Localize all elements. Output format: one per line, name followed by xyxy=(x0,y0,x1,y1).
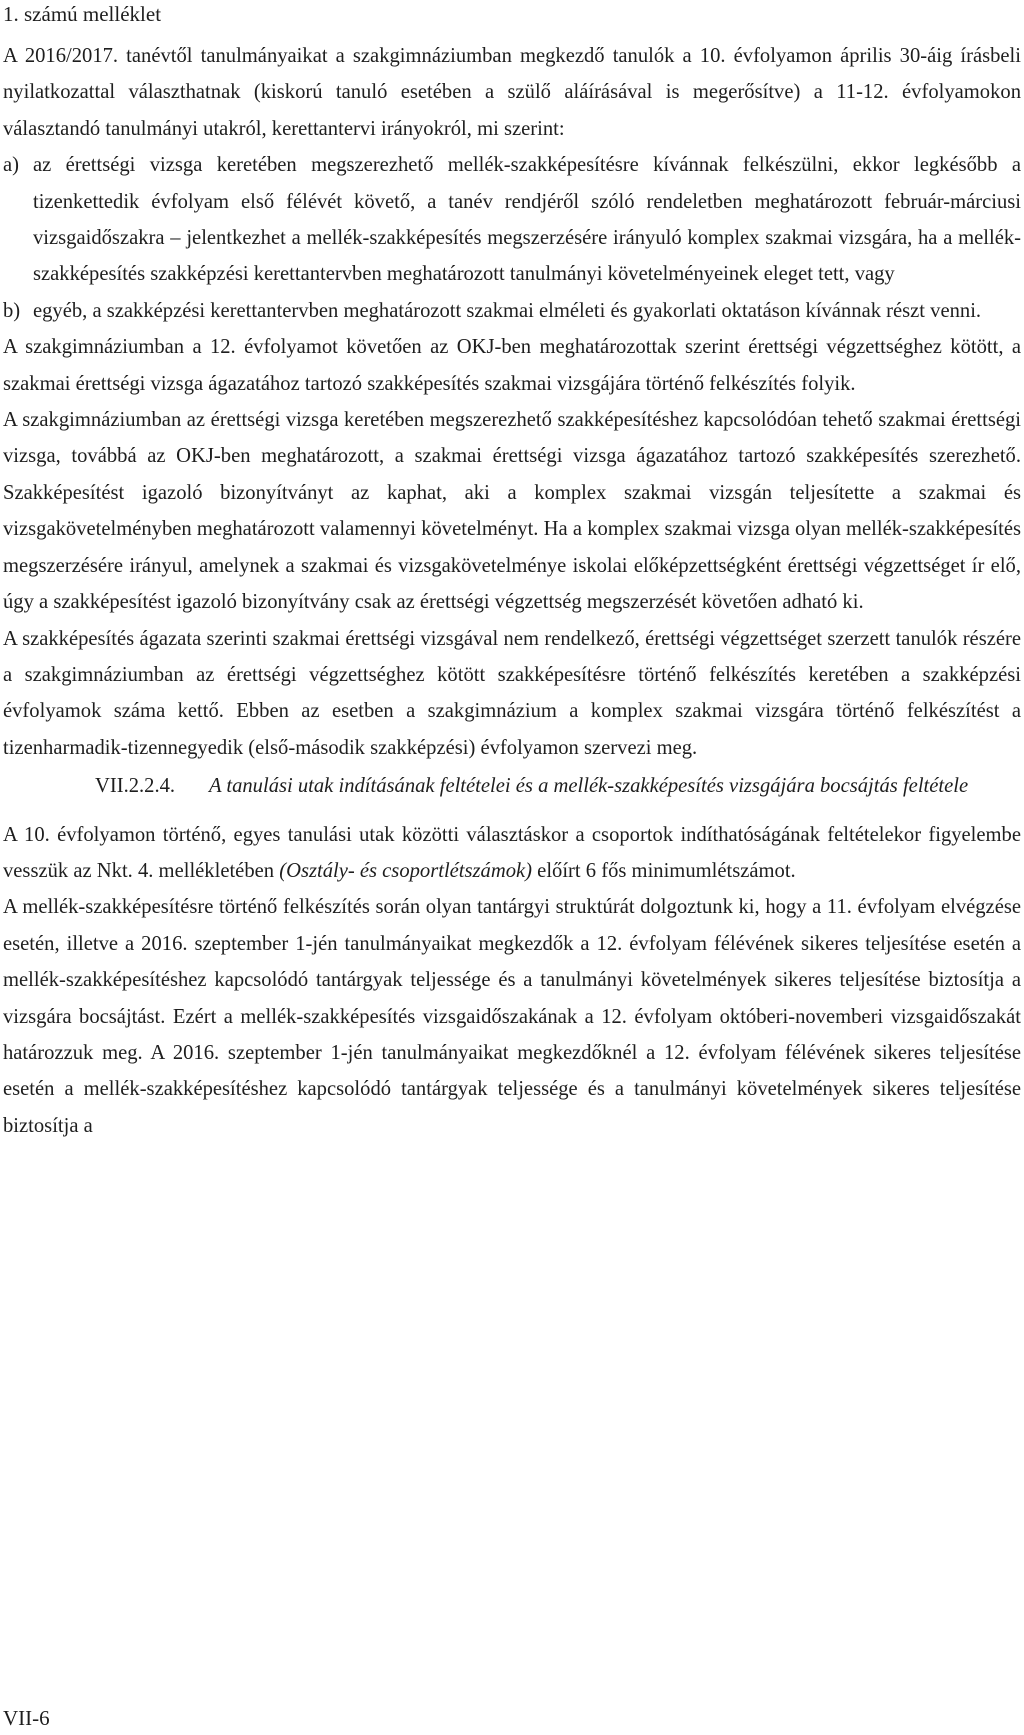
list-item-b xyxy=(3,293,1021,329)
paragraph-exam-admission: A mellék-szakképesítésre történő felkészítés során olyan tantárgyi struktúrát dolgoztunk ki, hogy a 11. évfolyam elvégzése esetén, illetve a 2016. szeptember 1-jén tanulmányaikat megkezdők a 12. évfolyam félévének sikeres teljesítése esetén a mellék-szakképesítéshez kapcsolódó tantárgyak teljessége és a tanulmányi követelmények sikeres teljesítése biztosítja a vizsgára bocsájtást. Ezért a mellék-szakképesítés vizsgaidőszakának a 12. évfolyam októberi-novemberi vizsgaidőszakát határozzuk meg. A 2016. szeptember 1-jén tanulmányaikat megkezdőknél a 12. évfolyam félévének sikeres teljesítése esetén a mellék-szakképesítéshez kapcsolódó tantárgyak teljessége és a tanulmányi követelmények sikeres teljesítése biztosítja a xyxy=(3,896,1021,1137)
paragraph-qualification: A szakgimnáziumban az érettségi vizsga keretében megszerezhető szakképesítéshez kapcsolódóan tehető szakmai érettségi vizsga, továbbá az OKJ-ben meghatározott, a szakmai érettségi vizsga ágazatához tartozó szakképesítés szerezhető. Szakképesítést igazoló bizonyítványt az kaphat, aki a komplex szakmai vizsgán teljesítette a szakmai és vizsgakövetelményben meghatározott valamennyi követelményt. Ha a komplex szakmai vizsga olyan mellék-szakképesítés megszerzésére irányul, amelynek a szakmai és vizsgakövetelménye iskolai előképzettségként érettségi végzettséget ír elő, úgy a szakképesítést igazoló bizonyítvány csak az érettségi végzettség megszerzését követően adható ki. xyxy=(3,409,1021,614)
intro-paragraph: A 2016/2017. tanévtől tanulmányaikat a szakgimnáziumban megkezdő tanulók a 10. évfolyamon április 30-áig írásbeli nyilatkozattal választhatnak (kiskorú tanuló esetében a szülő aláírásával is megerősítve) a 11-12. évfolyamokon választandó tanulmányi utakról, kerettantervi irányokról, mi szerint: xyxy=(3,45,1021,140)
section-number: VII.2.2.4. xyxy=(95,775,176,798)
annex-label: 1. számú melléklet xyxy=(3,2,162,26)
list-text-b: egyéb, a szakképzési kerettantervben meghatározott szakmai elméleti és gyakorlati oktatáson kívánnak részt venni. xyxy=(33,299,982,322)
list-marker-a: a) xyxy=(3,154,19,177)
list-item-a xyxy=(3,147,1021,293)
document-body xyxy=(3,38,1021,1144)
paragraph-12th-grade: A szakgimnáziumban a 12. évfolyamot követően az OKJ-ben meghatározottak szerint érettségi végzettséghez kötött, a szakmai érettségi vizsga ágazatához tartozó szakképesítés szakmai vizsgájára történő felkészítés folyik. xyxy=(3,336,1021,395)
section-title: A tanulási utak indításának feltételei és a mellék-szakképesítés vizsgájára bocsájtás feltétele xyxy=(209,775,969,798)
list-marker-b: b) xyxy=(3,299,21,322)
paragraph-training-years: A szakképesítés ágazata szerinti szakmai érettségi vizsgával nem rendelkező, érettségi végzettséget szerzett tanulók részére a szakgimnáziumban az érettségi végzettséghez kötött szakképesítésre történő felkészítés keretében a szakképzési évfolyamok száma kettő. Ebben az esetben a szakgimnázium a komplex szakmai vizsgára történő felkészítést a tizenharmadik-tizennegyedik (első-második szakképzési) évfolyamon szervezi meg. xyxy=(3,627,1021,759)
paragraph-group-minimum xyxy=(3,817,1021,890)
list-text-a: az érettségi vizsga keretében megszerezhető mellék-szakképesítésre kívánnak felkészülni, ekkor legkésőbb a tizenkettedik évfolyam első félévét követő, a tanév rendjéről szóló rendeletben meghatározott február-márciusi vizsgaidőszakra – jelentkezhet a mellék-szakképesítés megszerzésére irányuló komplex szakmai vizsgára, ha a mellék-szakképesítés szakképzési kerettantervben meghatározott tanulmányi követelményeinek eleget tett, vagy xyxy=(33,154,1021,286)
p5-text-start: A 10. évfolyamon történő, egyes tanulási utak közötti választáskor a csoportok indíthatóságának feltételekor figyelembe vesszük az Nkt. 4. mellékletében xyxy=(3,823,1021,882)
page-number: VII-6 xyxy=(3,1706,50,1730)
p5-italic-reference: (Osztály- és csoportlétszámok) xyxy=(279,859,533,882)
section-heading xyxy=(3,768,1021,804)
p5-text-end: előírt 6 fős minimumlétszámot. xyxy=(532,859,796,882)
